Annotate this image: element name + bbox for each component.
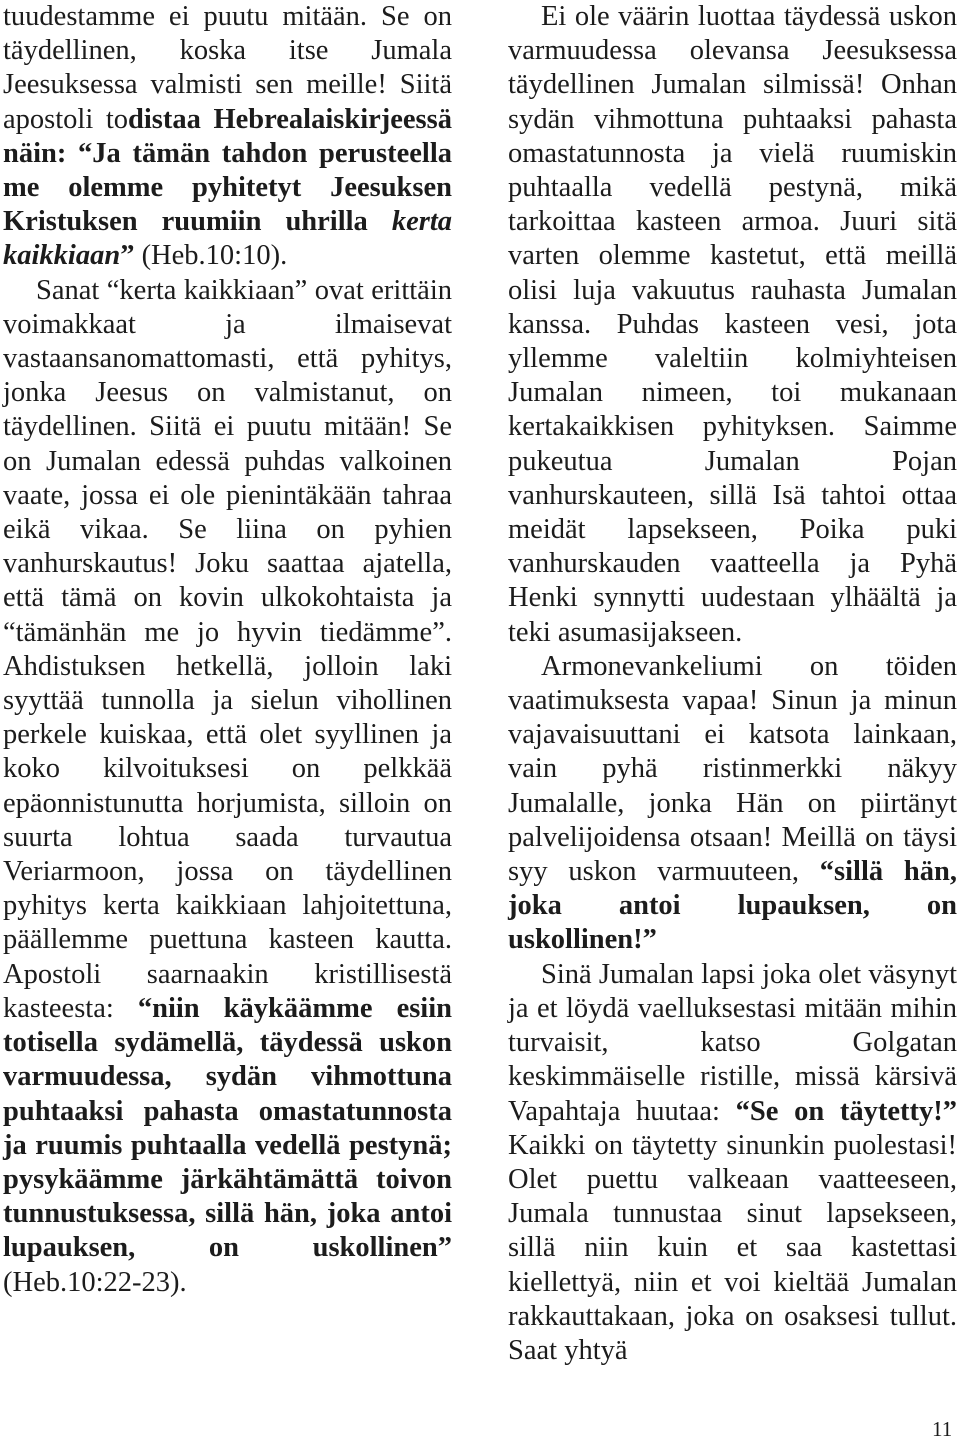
left-text-column <box>3 0 452 1300</box>
bold-text: “sillä hän, joka antoi lupauksen, on uskollinen!” <box>508 856 957 956</box>
bold-text: “niin käykäämme esiin totisella sydämellä, täydessä uskon varmuudessa, sydän vihmottuna puhtaaksi pahasta omastatunnosta ja ruumis puhtaalla vedellä pestynä; pysykäämme järkähtämättä toivon tunnustuksessa, sillä hän, joka antoi lupauksen, on uskollinen” <box>3 992 452 1264</box>
paragraph <box>508 650 957 958</box>
text-run: (Heb.10:10). <box>134 240 288 272</box>
bold-text: “Se on täytetty!” <box>735 1095 957 1127</box>
text-run: Armonevankeliumi on töiden vaatimuksesta vapaa! Sinun ja minun vajavaisuuttani ei katsota lainkaan, vain pyhä ristinmerkki näkyy Jumalalle, jonka Hän on piirtänyt palvelijoidensa otsaan! Meillä on täysi syy uskon varmuuteen, <box>508 650 957 888</box>
paragraph <box>3 274 452 1300</box>
paragraph <box>3 0 452 274</box>
text-run: Kaikki on täytetty sinunkin puolestasi! Olet puettu valkeaan vaatteeseen, Jumala tunnustaa sinut lapsekseen, sillä niin kuin et saa kastettasi kiellettyä, niin et voi kieltää Jumalan rakkauttakaan, joka on osaksesi tullut. Saat yhtyä <box>508 1129 957 1366</box>
text-run: tuudestamme ei puutu mitään. Se on täydellinen, koska itse Jumala Jeesuksessa valmisti sen meille! Siitä apostoli to <box>3 1 452 135</box>
bold-text: distaa Hebrealaiskirjeessä näin: “Ja tämän tahdon perusteella me olemme pyhitetyt Jeesuksen Kristuksen ruumiin uhrilla <box>3 103 452 238</box>
right-text-column <box>508 0 957 1368</box>
paragraph <box>508 958 957 1368</box>
text-run: Ei ole väärin luottaa täydessä uskon varmuudessa olevansa Jeesuksessa täydellinen Jumalan silmissä! Onhan sydän vihmottuna puhtaaksi pahasta omastatunnosta ja vielä ruumiskin puhtaalla vedellä pestynä, mikä tarkoittaa kasteen armoa. Juuri sitä varten olemme kastetut, että meillä olisi luja vakuutus rauhasta Jumalan kanssa. Puhdas kasteen vesi, jota yllemme valeltiin kolmiyhteisen Jumalan nimeen, toi mukanaan kertakaikkisen pyhityksen. Saimme pukeutua Jumalan Pojan vanhurskauteen, sillä Isä tahtoi ottaa meidät lapsekseen, Poika puki vanhurskauden vaatteella ja Pyhä Henki synnytti uudestaan ylhäältä ja teki asumasijakseen. <box>508 1 957 648</box>
text-run: (Heb.10:22-23). <box>3 1266 187 1298</box>
page-number: 11 <box>932 1417 953 1441</box>
italic-text: kerta kaikkiaan <box>3 206 452 272</box>
paragraph <box>508 0 957 650</box>
text-run: Sanat “kerta kaikkiaan” ovat erittäin voimakkaat ja ilmaisevat vastaansanomattomasti, että pyhitys, jonka Jeesus on valmistanut, on täydellinen. Siitä ei puutu mitään! Se on Jumalan edessä puhdas valkoinen vaate, jossa ei ole pienintäkään tahraa eikä vikaa. Se liina on pyhien vanhurskautus! Joku saattaa ajatella, että tämä on kovin ulkokohtaista ja “tämänhän me jo hyvin tiedämme”. Ahdistuksen hetkellä, jolloin laki syyttää tunnolla ja sielun vihollinen perkele kuiskaa, että olet syyllinen ja koko kilvoituksesi on pelkkää epäonnistunutta horjumista, silloin on suurta lohtua saada turvautua Veriarmoon, jossa on täydellinen pyhitys kerta kaikkiaan lahjoitettuna, päällemme puettuna kasteen kautta. Apostoli saarnaakin kristillisestä kasteesta: <box>3 274 452 1024</box>
bold-text: ” <box>120 240 135 272</box>
text-run: Sinä Jumalan lapsi joka olet väsynyt ja et löydä vaelluksestasi mitään mihin turvaisit, katso Golgatan keskimmäiselle ristille, missä kärsivä Vapahtaja huutaa: <box>508 958 957 1127</box>
